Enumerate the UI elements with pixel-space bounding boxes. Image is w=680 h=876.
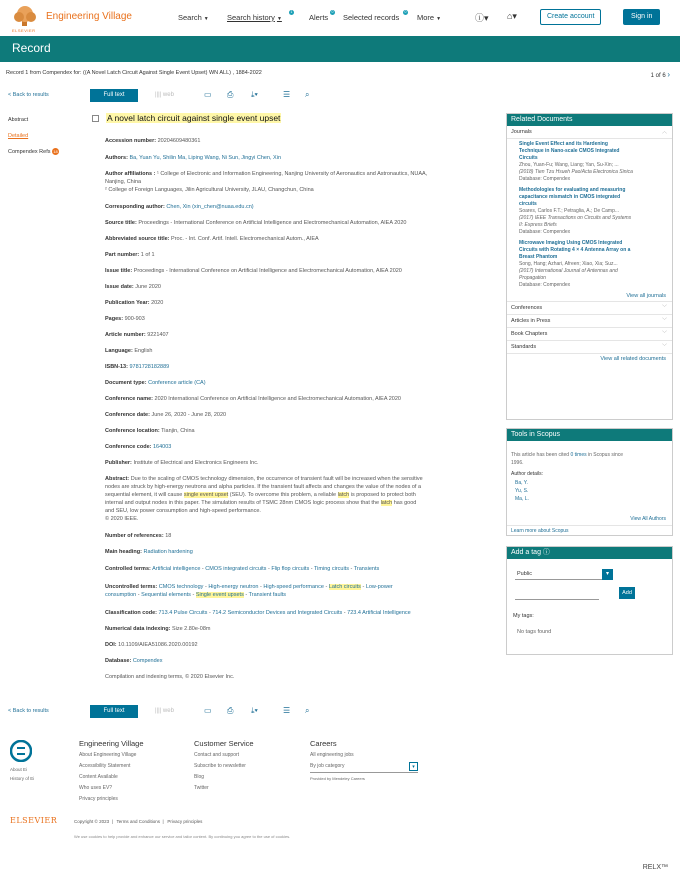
corresponding-author-field: Corresponding author: Chen, Xin (xin_chen@nuaa.edu.cn) <box>105 204 254 210</box>
elsevier-logo-icon[interactable] <box>10 5 40 27</box>
footer-link[interactable]: Blog <box>194 774 205 780</box>
scopus-author-link[interactable]: Ma, L. <box>515 496 529 502</box>
affiliations-field-2: ² College of Foreign Languages, Jilin Agricultural University, JLAU, Changchun, China <box>105 187 314 193</box>
abstract-field: Abstract: Due to the scaling of CMOS technology dimension, the occurrence of transient fault will be increased when the sensitive <box>105 476 423 482</box>
conference-date-field: Conference date: June 26, 2020 - June 28, 2020 <box>105 412 227 418</box>
create-account-button[interactable]: Create account <box>540 9 601 25</box>
no-tags-text: No tags found <box>517 629 552 635</box>
page-title: Record <box>12 41 51 55</box>
nav-search[interactable]: Search ▼ <box>178 13 209 22</box>
sign-in-button[interactable]: Sign in <box>623 9 660 25</box>
refs-count-badge: 18 <box>53 149 58 154</box>
source-title-field: Source title: Proceedings - International Conference on Artificial Intelligence and Electromechanical Automation, AIEA 2020 <box>105 220 407 226</box>
chevron-up-icon: ︿ <box>661 129 667 135</box>
conference-location-field: Conference location: Tianjin, China <box>105 428 195 434</box>
view-all-journals-link[interactable]: View all journals <box>626 293 666 299</box>
nav-compendex-refs[interactable]: Compendex Refs 18 <box>8 149 58 155</box>
add-tag-button[interactable]: Add <box>619 587 635 599</box>
learn-more-scopus-link[interactable]: Learn more about Scopus <box>507 525 672 536</box>
related-item-title[interactable]: Microwave Imaging Using CMOS Integrated Circuits with Rotating 4 × 4 Antenna Array on a Breast Phantom <box>519 240 631 260</box>
issue-date-field: Issue date: June 2020 <box>105 284 161 290</box>
chevron-down-icon: ▼ <box>276 16 282 22</box>
article-number-field: Article number: 9221407 <box>105 332 169 338</box>
chevron-down-icon: ▼ <box>436 16 442 22</box>
cite-icon[interactable]: ☰ <box>283 90 291 99</box>
view-all-related-link[interactable]: View all related documents <box>600 356 666 362</box>
privacy-link[interactable]: Privacy principles <box>167 819 203 824</box>
related-item: Microwave Imaging Using CMOS Integrated Circuits with Rotating 4 × 4 Antenna Array on a Breast Phantom Song, Hang; Azhari, Afreen; Xiao, Xia; Suz... (2017) International Journal of Antennas and Propagation Database: Compendex <box>507 238 672 291</box>
selected-records-badge: 0 <box>404 10 407 14</box>
record-copyright: Compilation and indexing terms, © 2020 Elsevier Inc. <box>105 674 235 680</box>
issue-title-field: Issue title: Proceedings - International Conference on Artificial Intelligence and Electromechanical Automation, AIEA 2020 <box>105 268 402 274</box>
select-record-checkbox[interactable] <box>92 115 99 122</box>
add-tag-panel <box>506 546 673 655</box>
related-item: Methodologies for evaluating and measuring capacitance mismatch in CMOS integrated circuits Soares, Carlos F.T.; Petraglia, A.; De Camp... (2017) IEEE Transactions on Circuits and Systems II: Express Briefs Database: Compendex <box>507 185 672 238</box>
top-header <box>0 0 680 36</box>
nav-detailed[interactable]: Detailed <box>8 133 29 139</box>
cookie-note: We use cookies to help provide and enhance our service and tailor content. By continuing you agree to the use of cookies. <box>74 834 291 839</box>
related-item-title[interactable]: Methodologies for evaluating and measuring capacitance mismatch in CMOS integrated circuits <box>519 187 626 207</box>
book-chapters-toggle[interactable]: Book Chapters ﹀ <box>507 328 672 341</box>
scopus-tools-panel <box>506 428 673 536</box>
nav-more[interactable]: More ▼ <box>417 13 442 22</box>
footer-link[interactable]: Who uses EV? <box>79 785 113 791</box>
related-documents-panel <box>506 113 673 420</box>
footer-link[interactable]: About Engineering Village <box>79 752 137 758</box>
scopus-author-link[interactable]: Ba, Y. <box>515 480 528 486</box>
abstract-copyright: © 2020 IEEE. <box>105 516 139 522</box>
numeric-data-field: Numerical data indexing: Size 2.80e-08m <box>105 626 211 632</box>
footer-col-ev: Engineering Village About Engineering Village Accessibility Statement Content Available Who uses EV? Privacy principles <box>79 738 144 805</box>
download-icon[interactable]: ⤓▾ <box>251 90 258 99</box>
footer-col-careers: Careers All engineering jobs By job category ▾ Provided by Mendeley Careers <box>310 738 418 784</box>
controlled-terms-field: Controlled terms: Artificial intelligence - CMOS integrated circuits - Flip flop circuits - Timing circuits - Transients <box>105 566 380 572</box>
references-field: Number of references: 18 <box>105 533 172 539</box>
nav-search-history[interactable]: Search history ▼ <box>227 13 282 22</box>
affiliations-field-cont: Nanjing, China <box>105 179 142 185</box>
conference-code-field: Conference code: 164003 <box>105 444 172 450</box>
footer-link[interactable]: Twitter <box>194 785 209 791</box>
powered-by-text: Provided by Mendeley Careers <box>310 776 365 781</box>
chevron-down-icon: ▾ <box>409 762 418 771</box>
cited-times-link[interactable]: 0 times <box>570 452 587 458</box>
my-tags-label: My tags: <box>513 613 534 619</box>
tag-visibility-select[interactable]: Public ▾ <box>515 569 613 580</box>
footer-link[interactable]: All engineering jobs <box>310 752 354 758</box>
download-icon[interactable]: ⤓▾ <box>251 706 258 715</box>
chevron-down-icon: ﹀ <box>661 318 667 324</box>
doi-field: DOI: 10.1109/AIEA51086.2020.00192 <box>105 642 198 648</box>
job-category-select[interactable]: By job category ▾ <box>310 761 418 773</box>
search-history-badge: 1 <box>290 10 293 14</box>
add-tag-heading: Add a tag ⓘ <box>507 547 672 559</box>
search-icon[interactable]: ⌕ <box>305 706 310 715</box>
scopus-cited-text: This article has been cited 0 times in Scopus since 1996. <box>511 452 624 466</box>
uncontrolled-terms-field: Uncontrolled terms: CMOS technology - High-energy neutron - High-speed performance - Latch circuits - Low-power <box>105 584 393 590</box>
comment-icon[interactable]: ▭ <box>204 706 212 715</box>
chevron-down-icon: ﹀ <box>661 344 667 350</box>
chevron-down-icon: ﹀ <box>661 331 667 337</box>
back-to-results-link[interactable]: < Back to results <box>8 708 49 714</box>
help-icon[interactable]: ⓘ▾ <box>475 13 489 23</box>
record-search-line: Record 1 from Compendex for: ((A Novel Latch Circuit Against Single Event Upset) WN ALL) , 1884-2022 <box>6 70 262 76</box>
elsevier-wordmark: ELSEVIER <box>12 28 36 33</box>
footer-col-service: Customer Service Contact and support Subscribe to newsletter Blog Twitter <box>194 738 254 794</box>
record-bar <box>0 36 680 62</box>
back-to-results-link[interactable]: < Back to results <box>8 92 49 98</box>
nav-abstract[interactable]: Abstract <box>8 117 29 123</box>
search-icon[interactable]: ⌕ <box>305 90 310 99</box>
record-pager[interactable]: 1 of 6 › <box>650 70 670 79</box>
full-text-button[interactable]: Full text <box>90 89 138 102</box>
chevron-down-icon: ﹀ <box>661 305 667 311</box>
abstract-line-5: and SEU, low power consumption and high-speed performance. <box>105 508 261 514</box>
about-ei-link[interactable]: About Ei <box>10 767 28 772</box>
footer-link[interactable]: Privacy principles <box>79 796 118 802</box>
record-toolbar-top <box>0 89 500 103</box>
chevron-down-icon: ▾ <box>602 569 613 580</box>
isbn-field: ISBN-13: 9781728182889 <box>105 364 170 370</box>
web-link[interactable]: |||| web <box>155 92 174 98</box>
relx-logo[interactable]: RELX™ <box>642 864 668 871</box>
chevron-down-icon: ▼ <box>203 16 209 22</box>
tag-input[interactable] <box>515 591 599 600</box>
publication-year-field: Publication Year: 2020 <box>105 300 164 306</box>
footer-link[interactable]: Subscribe to newsletter <box>194 763 246 769</box>
full-text-button[interactable]: Full text <box>90 705 138 718</box>
scopus-author-list <box>507 477 672 503</box>
authors-links[interactable]: Ba, Yuan Yu, Shilin Ma, Liping Wang, Ni Sun, Jingyi Chen, Xin <box>129 155 281 161</box>
conference-name-field: Conference name: 2020 International Conference on Artificial Intelligence and Electromechanical Automation, AIEA 2020 <box>105 396 401 402</box>
record-title: A novel latch circuit against single event upset <box>107 113 281 123</box>
author-details-label: Author details: <box>511 471 543 477</box>
web-link[interactable]: |||| web <box>155 708 174 714</box>
publisher-field: Publisher: Institute of Electrical and Electronics Engineers Inc. <box>105 460 259 466</box>
ei-links <box>10 765 34 783</box>
document-type-field: Document type: Conference article (CA) <box>105 380 206 386</box>
cite-icon[interactable]: ☰ <box>283 706 291 715</box>
accession-field: Accession number: 20204609480361 <box>105 138 201 144</box>
main-heading-field: Main heading: Radiation hardening <box>105 549 193 555</box>
next-record-icon[interactable]: › <box>667 70 670 79</box>
alerts-badge: 0 <box>331 10 334 14</box>
nav-alerts[interactable]: Alerts <box>309 13 329 22</box>
database-field: Database: Compendex <box>105 658 163 664</box>
view-all-authors-link[interactable]: View All Authors <box>630 516 666 522</box>
history-ei-link[interactable]: History of Ei <box>10 776 35 781</box>
journals-section-toggle[interactable]: Journals ︿ <box>507 126 672 139</box>
print-icon[interactable]: ⎙ <box>227 90 234 99</box>
authors-field: Authors: Ba, Yuan Yu, Shilin Ma, Liping Wang, Ni Sun, Jingyi Chen, Xin <box>105 155 281 161</box>
elsevier-footer-logo[interactable]: ELSEVIER <box>10 816 58 825</box>
classification-field: Classification code: 713.4 Pulse Circuits - 714.2 Semiconductor Devices and Integrated Circuits - 723.4 Artificial Intelligence <box>105 610 411 616</box>
part-number-field: Part number: 1 of 1 <box>105 252 155 258</box>
ei-logo-icon[interactable] <box>10 740 32 762</box>
language-field: Language: English <box>105 348 153 354</box>
institution-icon[interactable]: ⌂▾ <box>507 11 517 21</box>
nav-selected-records[interactable]: Selected records <box>343 13 400 22</box>
abbr-source-field: Abbreviated source title: Proc. - Int. Conf. Artif. Intell. Electromechanical Autom., AIEA <box>105 236 319 242</box>
record-toolbar-bottom <box>0 705 500 719</box>
conferences-section-toggle[interactable]: Conferences ﹀ <box>507 301 672 315</box>
info-icon[interactable]: ⓘ <box>542 549 550 556</box>
terms-link[interactable]: Terms and Conditions <box>116 819 160 824</box>
related-documents-heading: Related Documents <box>507 114 672 126</box>
footer-link[interactable]: Contact and support <box>194 752 240 758</box>
affiliations-field: Author affiliations : ¹ College of Electronic and Information Engineering, Nanjing University of Aeronautics and Astronautics, NUAA, <box>105 171 428 177</box>
articles-in-press-toggle[interactable]: Articles in Press ﹀ <box>507 315 672 328</box>
scopus-author-link[interactable]: Yu, S. <box>515 488 529 494</box>
uncontrolled-terms-cont: consumption - Sequential elements - Single event upsets - Transient faults <box>105 592 287 598</box>
comment-icon[interactable]: ▭ <box>204 90 212 99</box>
abstract-line-3: sequential element, it will cause single event upset (SEU). To overcome this problem, a reliable latch is proposed to protect both <box>105 492 416 498</box>
record-format-nav <box>8 112 59 160</box>
related-item-title[interactable]: Single Event Effect and its Hardening Technique in Nano-scale CMOS Integrated Circuits <box>519 141 620 161</box>
footer-link[interactable]: Accessibility Statement <box>79 763 131 769</box>
pages-field: Pages: 900-903 <box>105 316 145 322</box>
standards-toggle[interactable]: Standards ﹀ <box>507 341 672 354</box>
print-icon[interactable]: ⎙ <box>227 706 234 715</box>
scopus-heading: Tools in Scopus <box>507 429 672 441</box>
page-footer <box>0 730 680 876</box>
abstract-line-2: nodes are struck by high-energy neutrons and alpha particles. If the transient fault affects and changes the value of the nodes of a <box>105 484 422 490</box>
app-title[interactable]: Engineering Village <box>46 11 132 22</box>
related-item: Single Event Effect and its Hardening Technique in Nano-scale CMOS Integrated Circuits Zhou, Yuan-Fu; Wang, Liang; Yan, Su-Xin; ... (2018) Tien Tzu Hsueh Pao/Acta Electronica Sinica Database: Compendex <box>507 139 672 185</box>
footer-legal-links: Copyright © 2023 | Terms and Conditions | Privacy principles <box>74 819 203 824</box>
abstract-line-4: internal and output nodes in this paper. The simulation results of TSMC 28nm CMOS logic process show that the latch has good <box>105 500 417 506</box>
footer-link[interactable]: Content Available <box>79 774 118 780</box>
